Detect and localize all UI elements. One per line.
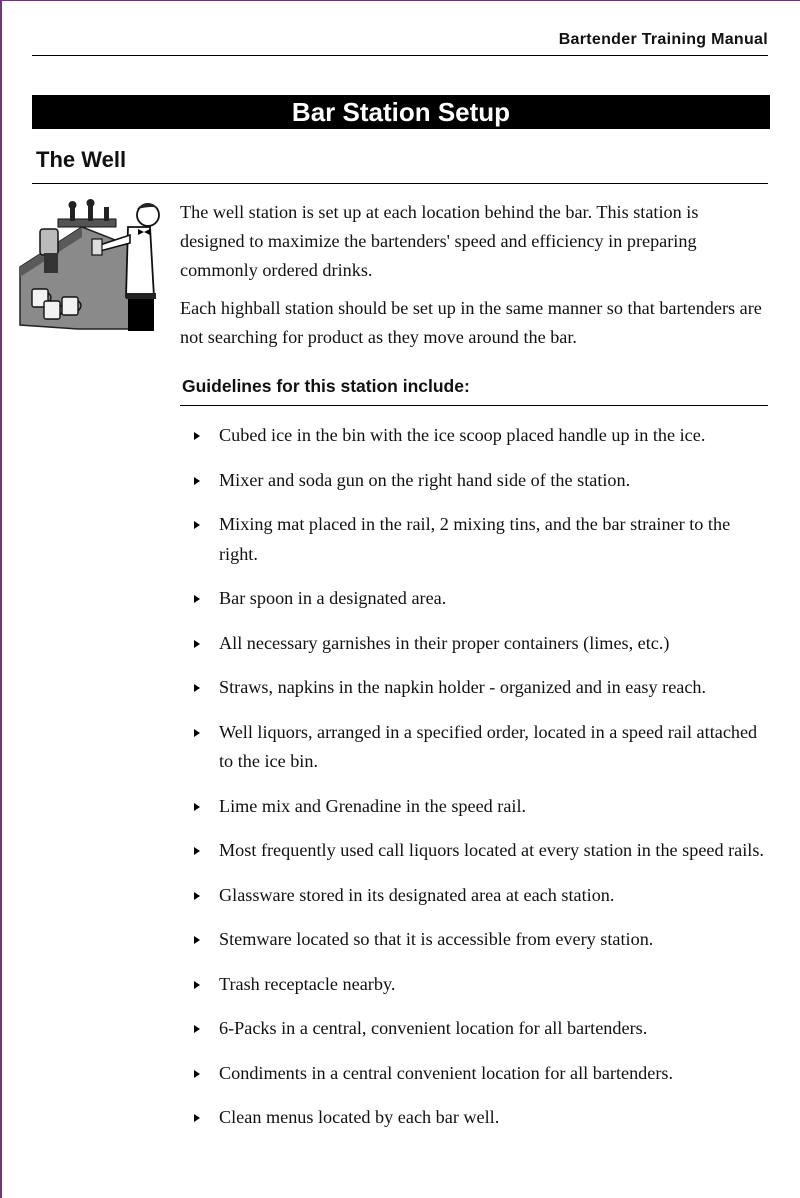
section-divider <box>32 183 768 184</box>
list-item-text: Clean menus located by each bar well. <box>219 1107 500 1127</box>
list-item-text: Most frequently used call liquors located at every station in the speed rails. <box>219 840 764 860</box>
list-item <box>192 792 768 822</box>
bullet-arrow-icon <box>194 803 200 811</box>
list-item-text: Glassware stored in its designated area at each station. <box>219 884 615 905</box>
list-item-text: Straws, napkins in the napkin holder - organized and in easy reach. <box>219 677 707 697</box>
bullet-arrow-icon <box>194 729 200 737</box>
bartender-clipart-icon <box>18 197 166 333</box>
list-item <box>192 925 768 955</box>
list-item-text: Mixing mat placed in the rail, 2 mixing tins, and the bar strainer to the right. <box>219 514 731 564</box>
bullet-arrow-icon <box>194 432 200 440</box>
list-item <box>192 1103 768 1133</box>
list-item <box>192 673 768 703</box>
intro-paragraph: The well station is set up at each location behind the bar. This station is designed to maximize the bartenders' speed and efficiency in preparing commonly ordered drinks. <box>180 202 699 280</box>
list-item-text: 6-Packs in a central, convenient location for all bartenders. <box>219 1018 648 1038</box>
bullet-arrow-icon <box>194 1114 200 1122</box>
guidelines-heading: Guidelines for this station include: <box>182 376 470 396</box>
bullet-arrow-icon <box>194 1025 200 1033</box>
list-item <box>192 1059 768 1089</box>
list-item <box>192 629 768 659</box>
bullet-arrow-icon <box>194 595 200 603</box>
list-item-text: Mixer and soda gun on the right hand side of the station. <box>219 469 631 490</box>
bullet-arrow-icon <box>194 981 200 989</box>
running-header: Bartender Training Manual <box>32 31 768 56</box>
bullet-arrow-icon <box>194 521 200 529</box>
bullet-arrow-icon <box>194 640 200 648</box>
list-item-text: Lime mix and Grenadine in the speed rail. <box>219 795 527 816</box>
intro-text <box>180 198 764 361</box>
bullet-arrow-icon <box>194 1070 200 1078</box>
page-title: Bar Station Setup <box>32 95 770 129</box>
list-item <box>192 584 768 614</box>
list-item <box>192 836 768 866</box>
bullet-arrow-icon <box>194 892 200 900</box>
list-item <box>192 718 768 777</box>
guidelines-divider <box>180 405 768 406</box>
list-item <box>192 970 768 1000</box>
list-item <box>192 510 768 569</box>
list-item-text: All necessary garnishes in their proper containers (limes, etc.) <box>219 632 670 653</box>
list-item-text: Bar spoon in a designated area. <box>219 588 447 608</box>
section-heading: The Well <box>36 147 127 172</box>
list-item <box>192 466 768 496</box>
bullet-arrow-icon <box>194 847 200 855</box>
list-item-text: Well liquors, arranged in a specified order, located in a speed rail attached to the ice bin. <box>219 721 758 771</box>
intro-paragraph: Each highball station should be set up in the same manner so that bartenders are not searching for product as they move around the bar. <box>180 298 762 347</box>
list-item-text: Trash receptacle nearby. <box>219 973 396 994</box>
bullet-arrow-icon <box>194 477 200 485</box>
bullet-arrow-icon <box>194 936 200 944</box>
list-item <box>192 1014 768 1044</box>
list-item <box>192 881 768 911</box>
list-item-text: Stemware located so that it is accessible from every station. <box>219 929 654 949</box>
guidelines-list <box>192 421 768 1133</box>
bullet-arrow-icon <box>194 684 200 692</box>
list-item <box>192 421 768 451</box>
list-item-text: Condiments in a central convenient location for all bartenders. <box>219 1062 674 1083</box>
list-item-text: Cubed ice in the bin with the ice scoop placed handle up in the ice. <box>219 425 706 445</box>
